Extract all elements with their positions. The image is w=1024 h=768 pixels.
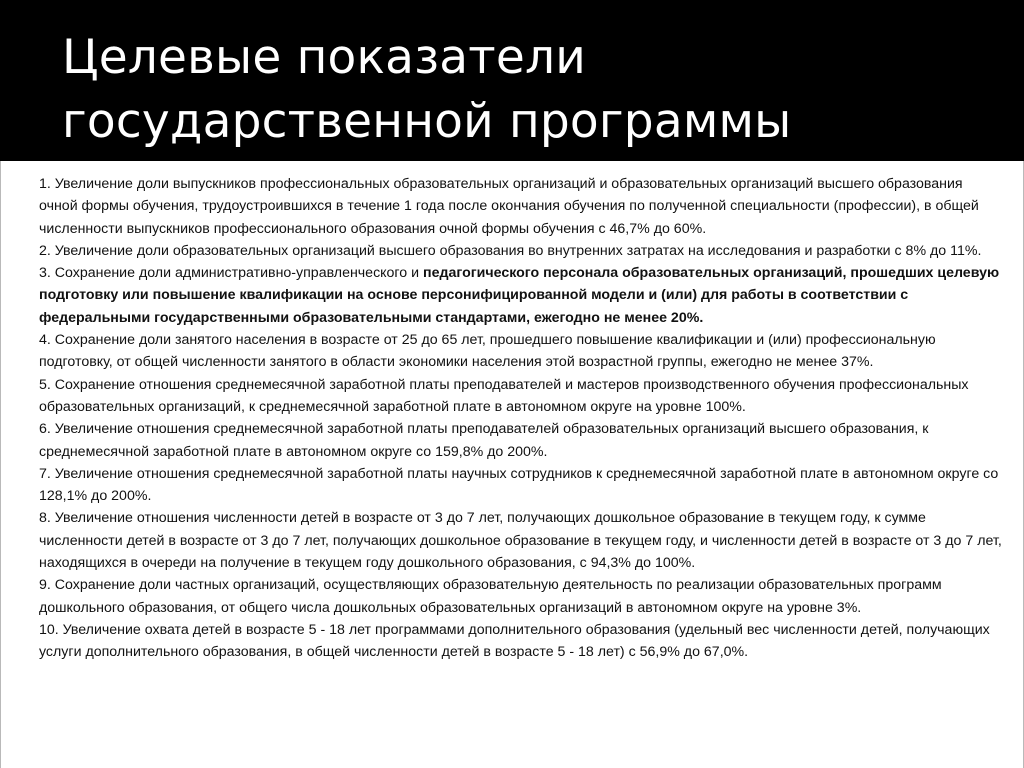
indicator-item-3	[39, 262, 1005, 329]
slide-title	[62, 26, 1002, 154]
indicator-item-3-bold-text: педагогического персонала образовательных организаций, прошедших целевую подготовку или повышение квалификации на основе персонифицированной модели и (или) для работы в соответствии с федеральными государственными образовательными стандартами, ежегодно не менее 20%.	[39, 265, 1000, 326]
indicator-item-2: 2. Увеличение доли образовательных организаций высшего образования во внутренних затратах на исследования и разработки с 8% до 11%.	[39, 242, 982, 259]
indicator-list	[39, 173, 1005, 664]
content-panel	[0, 161, 1024, 768]
slide-title-line-1: Целевые показатели	[62, 30, 586, 85]
indicator-item-10: 10. Увеличение охвата детей в возрасте 5 - 18 лет программами дополнительного образования (удельный вес численности детей, получающих услуги дополнительного образования, в общей численности детей в возрасте 5 - 18 лет) с 56,9% до 67,0%.	[39, 621, 990, 661]
indicator-item-8: 8. Увеличение отношения численности детей в возрасте от 3 до 7 лет, получающих дошкольное образование в текущем году, к сумме численности детей в возрасте от 3 до 7 лет, получающих дошкольное образование в текущем году, и численности детей в возрасте от 3 до 7 лет, находящихся в очереди на получение в текущем году дошкольного образования, с 94,3% до 100%.	[39, 510, 1002, 572]
indicator-item-9: 9. Сохранение доли частных организаций, осуществляющих образовательную деятельность по реализации образовательных программ дошкольного образования, от общего числа дошкольных образовательных организаций в автономном округе на уровне 3%.	[39, 577, 942, 616]
slide-title-line-2: государственной программы	[62, 94, 792, 149]
indicator-item-1: 1. Увеличение доли выпускников профессиональных образовательных организаций и образовательных организаций высшего образования очной формы обучения, трудоустроившихся в течение 1 года после окончания обучения по полученной специальности (профессии), в общей численности выпускников профессионального образования очной формы обучения с 46,7% до 60%.	[39, 176, 979, 237]
indicator-item-6: 6. Увеличение отношения среднемесячной заработной платы преподавателей образовательных организаций высшего образования, к среднемесячной заработной плате в автономном округе со 159,8% до 200%.	[39, 421, 929, 460]
indicator-item-5: 5. Сохранение отношения среднемесячной заработной платы преподавателей и мастеров производственного обучения профессиональных образовательных организаций, к среднемесячной заработной плате в автономном округе на уровне 100%.	[39, 376, 969, 415]
indicator-item-7: 7. Увеличение отношения среднемесячной заработной платы научных сотрудников к среднемесячной заработной плате в автономном округе со 128,1% до 200%.	[39, 465, 999, 505]
indicator-item-4: 4. Сохранение доли занятого населения в возрасте от 25 до 65 лет, прошедшего повышение квалификации и (или) профессиональную подготовку, от общей численности занятого в области экономики населения этой возрастной группы, ежегодно не менее 37%.	[39, 332, 936, 371]
indicator-item-3-regular-text: 3. Сохранение доли административно-управленческого и	[39, 265, 423, 282]
